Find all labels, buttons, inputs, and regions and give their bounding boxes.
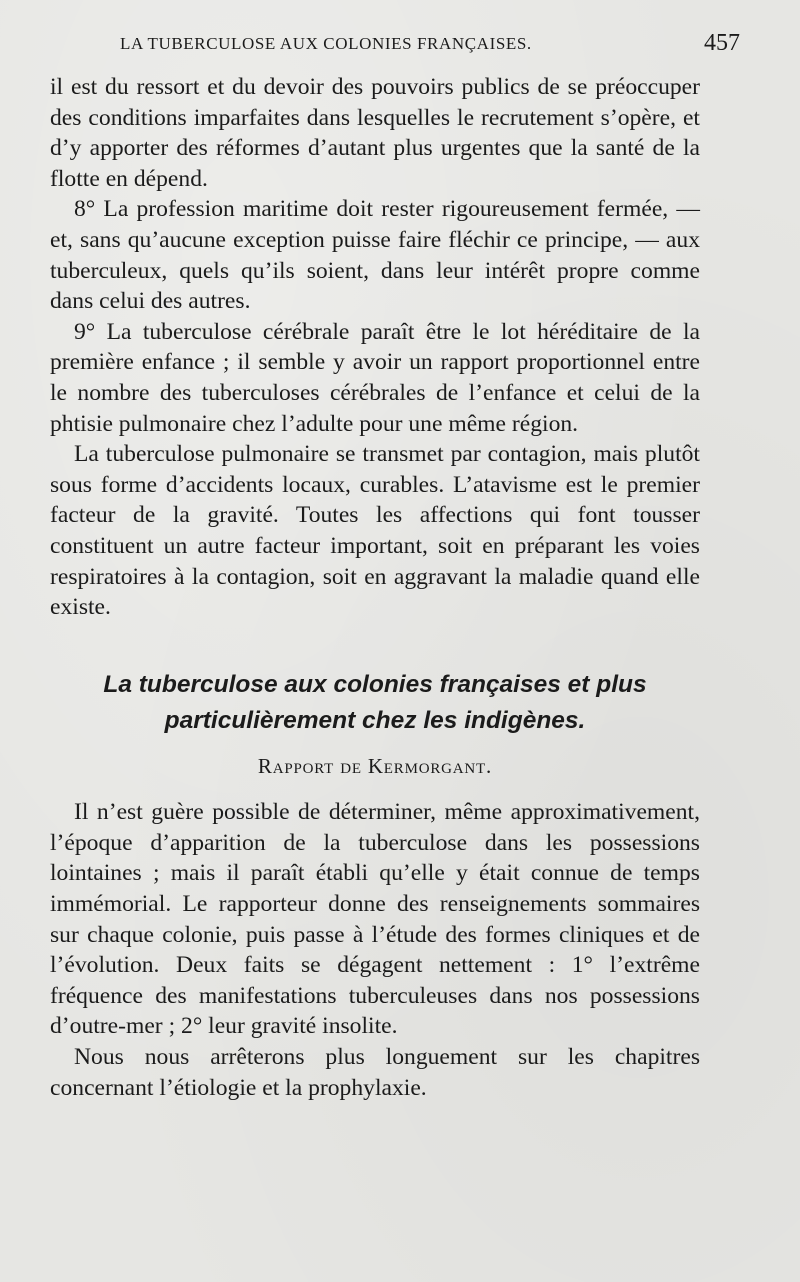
paragraph: La tuberculose pulmonaire se transmet par contagion, mais plutôt sous forme d’accidents locaux, curables. L’atavisme est le premier facteur de la gravité. Toutes les affections qui font tousser constituent un autre facteur important, soit en préparant les voies respiratoires à la contagion, soit en aggravant la maladie quand elle existe. [50,441,700,621]
page-header [120,30,740,66]
page-body [50,72,700,1103]
running-title: LA TUBERCULOSE AUX COLONIES FRANÇAISES. [120,34,532,53]
paragraph: 9° La tuberculose cérébrale paraît être le lot héréditaire de la première enfance ; il semble y avoir un rapport proportionnel entre le nombre des tuberculoses cérébrales de l’enfance et celui de la phtisie pulmonaire chez l’adulte pour une même région. [50,318,700,437]
paragraph: Il n’est guère possible de déterminer, même approximativement, l’époque d’apparition de la tuberculose dans les possessions lointaines ; mais il paraît établi qu’elle y était connue de temps immémorial. Le rapporteur donne des renseignements sommaires sur chaque colonie, puis passe à l’étude des formes cliniques et de l’évolution. Deux faits se dégagent nettement : 1° l’extrême fréquence des manifestations tuberculeuses dans nos possessions d’outre-mer ; 2° leur gravité insolite. [50,799,700,1040]
section-title-line: La tuberculose aux colonies françaises et plus [103,670,647,698]
section-title-line: particulièrement chez les indigènes. [164,706,586,734]
paragraph: 8° La profession maritime doit rester rigoureusement fermée, — et, sans qu’aucune exception puisse faire fléchir ce principe, — aux tuberculeux, quels qu’ils soient, dans leur intérêt propre comme dans celui des autres. [50,196,700,315]
section-title [50,667,700,739]
page-number: 457 [704,30,740,56]
paragraph: Nous nous arrêterons plus longuement sur les chapitres concernant l’étiologie et la prophylaxie. [50,1044,700,1101]
paragraph: il est du ressort et du devoir des pouvoirs publics de se préoccuper des conditions imparfaites dans lesquelles le recrutement s’opère, et d’y apporter des réformes d’autant plus urgentes que la santé de la flotte en dépend. [50,74,700,192]
report-heading: Rapport de Kermorgant. [257,753,493,778]
